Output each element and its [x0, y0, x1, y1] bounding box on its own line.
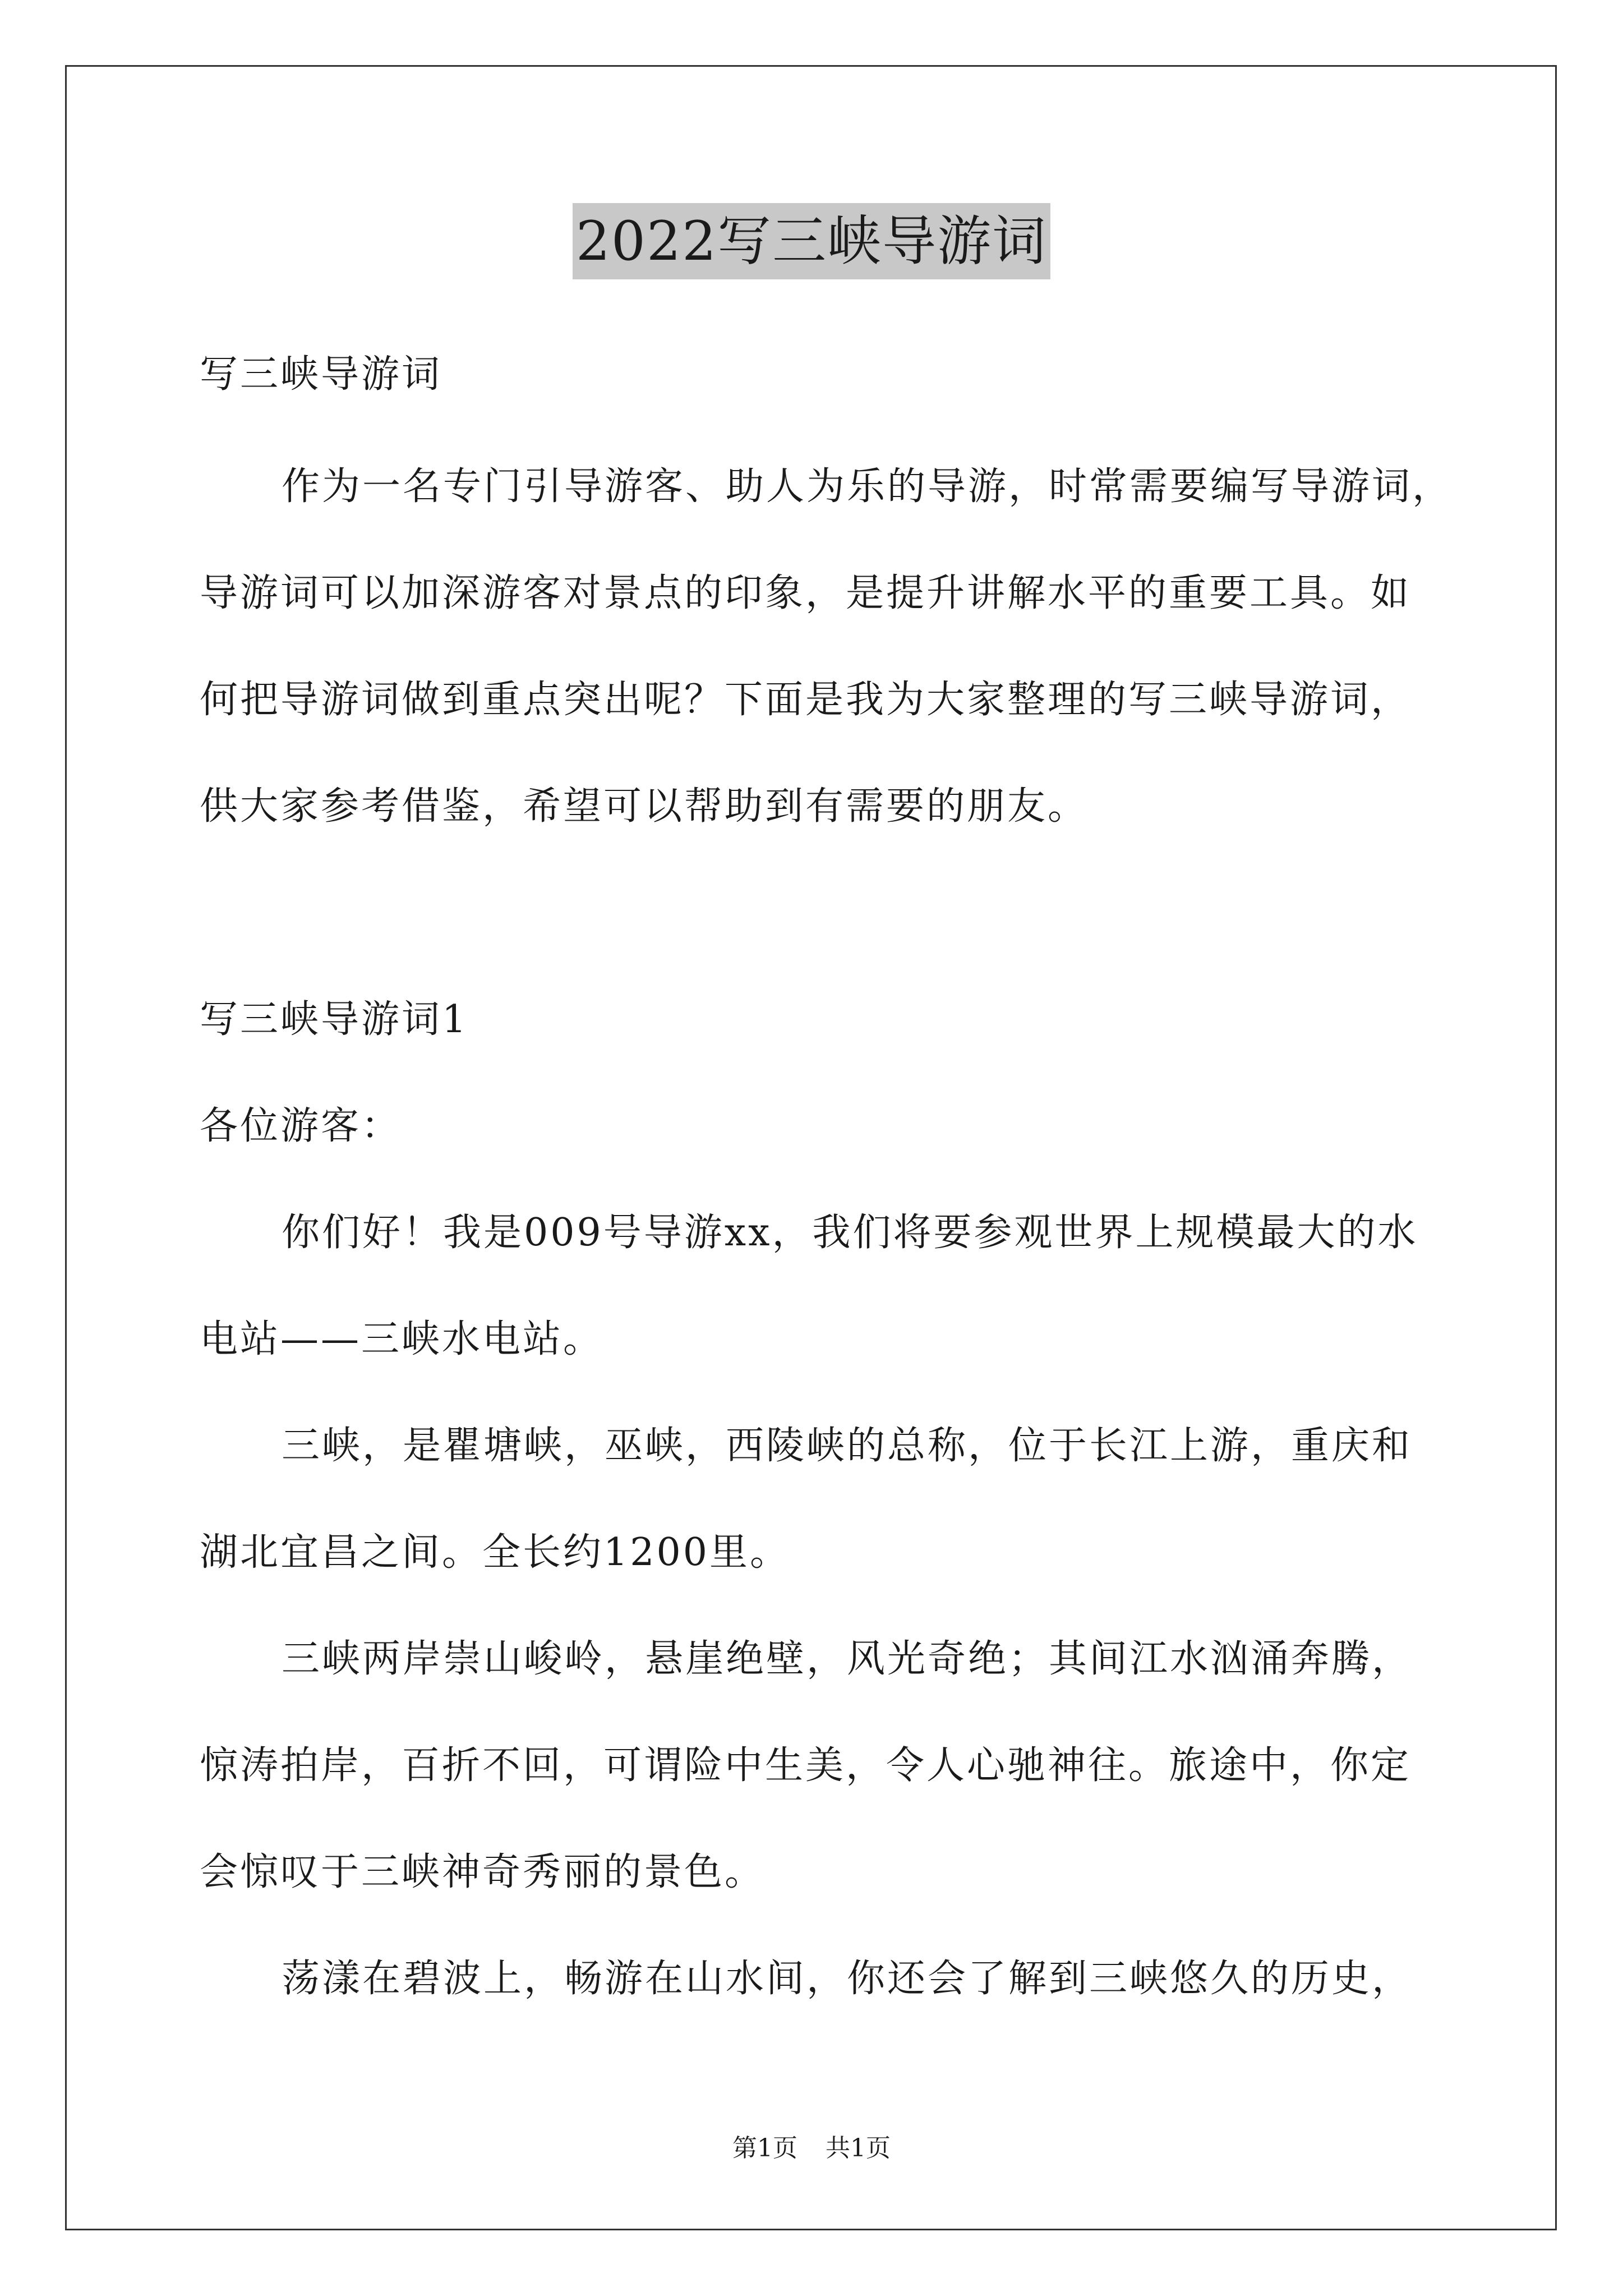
paragraph-line: 你们好！我是009号导游xx，我们将要参观世界上规模最大的水 — [282, 1211, 1418, 1255]
document-title: 2022写三峡导游词 — [573, 203, 1050, 279]
paragraph-line: 何把导游词做到重点突出呢？下面是我为大家整理的写三峡导游词， — [200, 678, 1412, 722]
section-heading: 写三峡导游词 — [200, 352, 442, 397]
section-heading: 写三峡导游词1 — [200, 997, 469, 1042]
paragraph-line: 电站——三峡水电站。 — [200, 1317, 604, 1361]
paragraph-line: 导游词可以加深游客对景点的印象，是提升讲解水平的重要工具。如 — [200, 571, 1412, 615]
paragraph-line: 供大家参考借鉴，希望可以帮助到有需要的朋友。 — [200, 784, 1089, 829]
page-number: 第1页 — [732, 2134, 797, 2162]
paragraph-line: 作为一名专门引导游客、助人为乐的导游，时常需要编写导游词， — [282, 464, 1453, 509]
paragraph-line: 荡漾在碧波上，畅游在山水间，你还会了解到三峡悠久的历史， — [282, 1957, 1413, 2001]
paragraph-line: 惊涛拍岸，百折不回，可谓险中生美，令人心驰神往。旅途中，你定 — [200, 1743, 1412, 1788]
paragraph-line: 三峡，是瞿塘峡，巫峡，西陵峡的总称，位于长江上游，重庆和 — [282, 1424, 1413, 1468]
title-container — [0, 203, 1623, 279]
page-total: 共1页 — [826, 2134, 891, 2162]
paragraph-line: 湖北宜昌之间。全长约1200里。 — [200, 1530, 791, 1575]
paragraph-line: 三峡两岸崇山峻岭，悬崖绝壁，风光奇绝；其间江水汹涌奔腾， — [282, 1637, 1413, 1681]
paragraph-line: 会惊叹于三峡神奇秀丽的景色。 — [200, 1850, 766, 1894]
page-footer — [0, 2132, 1623, 2165]
salutation: 各位游客： — [200, 1104, 402, 1148]
